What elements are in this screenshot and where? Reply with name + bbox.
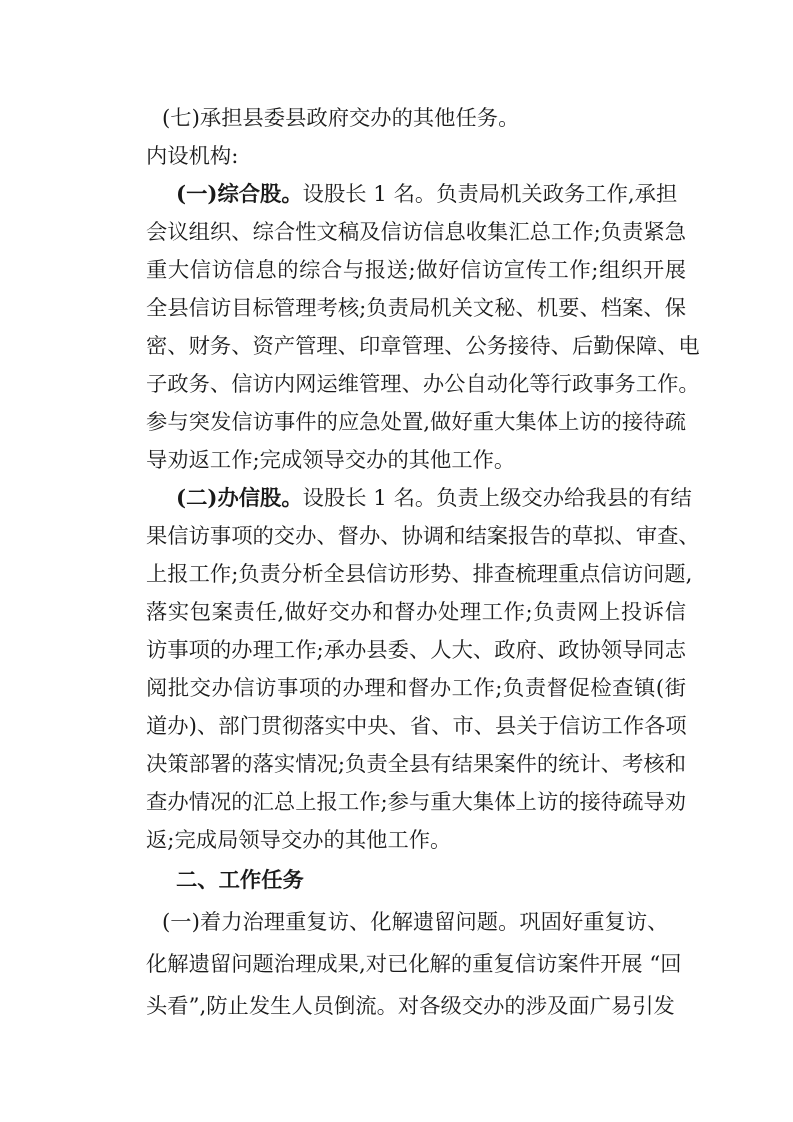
paragraph-line: 头看”,防止发生人员倒流。对各级交办的涉及面广易引发: [146, 994, 675, 1019]
section-text: 设股长 1 名。负责局机关政务工作,承担: [302, 182, 678, 207]
paragraph-line: 决策部署的落实情况;负责全县有结果案件的统计、考核和: [146, 752, 686, 777]
paragraph-line: 导劝返工作;完成领导交办的其他工作。: [146, 448, 516, 473]
paragraph-line: 阅批交办信访事项的办理和督办工作;负责督促检查镇(街: [146, 676, 686, 701]
paragraph-line: 全县信访目标管理考核;负责局机关文秘、机要、档案、保: [146, 296, 686, 321]
paragraph-line: 上报工作;负责分析全县信访形势、排查梳理重点信访问题,: [146, 562, 693, 587]
section-heading: (一)综合股。: [176, 182, 303, 207]
paragraph-line: 化解遗留问题治理成果,对已化解的重复信访案件开展 “回: [146, 952, 682, 977]
paragraph-line: (一)着力治理重复访、化解遗留问题。巩固好重复访、: [162, 910, 669, 935]
paragraph-line: 访事项的办理工作;承办县委、人大、政府、政协领导同志: [146, 638, 686, 663]
section-first-line: [176, 482, 692, 516]
paragraph-line: 内设机构:: [146, 144, 239, 169]
section-first-line: [176, 178, 686, 212]
paragraph-line: 会议组织、综合性文稿及信访信息收集汇总工作;负责紧急: [146, 220, 686, 245]
paragraph-line: 密、财务、资产管理、印章管理、公务接待、后勤保障、电: [146, 334, 700, 359]
section-heading: (二)办信股。: [176, 486, 303, 511]
section-title: 二、工作任务: [176, 868, 304, 893]
paragraph-line: 落实包案责任,做好交办和督办处理工作;负责网上投诉信: [146, 600, 686, 625]
paragraph-line: 返;完成局领导交办的其他工作。: [146, 828, 452, 853]
section-text: 设股长 1 名。负责上级交办给我县的有结: [302, 486, 692, 511]
paragraph-line: 参与突发信访事件的应急处置,做好重大集体上访的接待疏: [146, 410, 686, 435]
paragraph-line: 重大信访信息的综合与报送;做好信访宣传工作;组织开展: [146, 258, 686, 283]
paragraph-line: 果信访事项的交办、督办、协调和结案报告的草拟、审查、: [146, 524, 700, 549]
paragraph-line: (七)承担县委县政府交办的其他任务。: [162, 106, 520, 131]
paragraph-line: 道办)、部门贯彻落实中央、省、市、县关于信访工作各项: [146, 714, 687, 739]
paragraph-line: 查办情况的汇总上报工作;参与重大集体上访的接待疏导劝: [146, 790, 686, 815]
paragraph-line: 子政务、信访内网运维管理、办公自动化等行政事务工作。: [146, 372, 700, 397]
